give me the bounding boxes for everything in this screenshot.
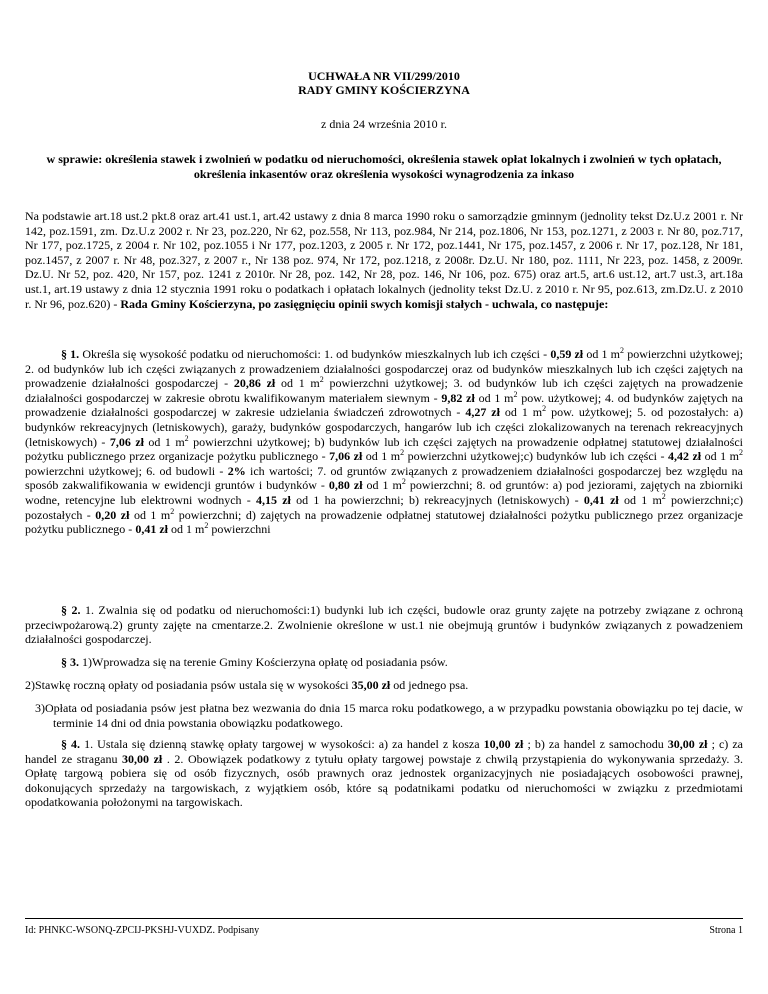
section-text: od 1 m: [474, 390, 514, 405]
section-text: powierzchni;c) pozostałych -: [25, 492, 743, 522]
section-text: od 1 m: [167, 522, 205, 537]
rate-value: 30,00 zł: [122, 751, 163, 766]
section-text: powierzchni użytkowej;c) budynków lub ich części -: [404, 449, 668, 464]
section-text: powierzchni użytkowej; 3. od budynków lub ich części zajętych na prowadzenie działalności gospodarczej w zakresie obrotu kwalifikowanym materiałem siewnym -: [25, 376, 743, 405]
document-id: Id: PHNKC-WSONQ-ZPCIJ-PKSHJ-VUXDZ. Podpisany: [25, 925, 260, 936]
rate-value: 0,41 zł: [135, 522, 168, 537]
section-text: od 1 m: [143, 434, 185, 449]
section-1: [25, 347, 743, 537]
section-text: od 1 m: [583, 347, 621, 361]
section-text: powierzchni: [208, 522, 271, 537]
superscript: 2: [620, 346, 625, 355]
superscript: 2: [170, 506, 175, 516]
preamble: [25, 209, 743, 311]
section-3-item-3: [25, 701, 743, 730]
superscript: 2: [319, 375, 324, 385]
superscript: 2: [184, 433, 189, 443]
rate-value: 0,59 zł: [550, 347, 584, 361]
section-text: powierzchni; 8. od gruntów: a) pod jeziorami, zajętych na zbiorniki wodne, retencyjne lub elektrowni wodnych -: [25, 478, 743, 507]
section-text: 3)Opłata od posiadania psów jest płatna bez wezwania do dnia 15 marca roku podatkowego, a w przypadku powstania obowiązku po tej dacie, w terminie 14 dni od dnia powstania obowiązku podatkowego.: [35, 701, 743, 730]
section-text: ich wartości; 7. od gruntów związanych z prowadzeniem działalności gospodarczej bez względu na sposób zakwalifikowania w ewidencji gruntów i budynków -: [25, 463, 743, 493]
rate-value: 0,20 zł: [95, 507, 130, 522]
rate-value: 4,15 zł: [255, 492, 291, 507]
section-text: od 1 m: [275, 376, 320, 391]
section-text: pow. użytkowej; 4. od budynków zajętych na prowadzenie działalności gospodarczej w zakresie udzielania świadczeń zdrowotnych -: [25, 390, 744, 420]
section-text: 1. Zwalnia się od podatku od nieruchomości:1) budynki lub ich części, budowle oraz grunty zajęte na potrzeby związane z ochroną przeciwpożarową.2) grunty zajęte na cmentarze.2. Zwolnienie określone w ust.1 nie obejmują gruntów i budynków związanych z powadzeniem działalności gospodarczej.: [25, 603, 744, 647]
section-text: od jednego psa.: [390, 678, 469, 692]
section-text: od 1 m: [362, 478, 402, 493]
section-text: powierzchni użytkowej; 6. od budowli -: [25, 463, 228, 478]
section-3: [25, 655, 743, 670]
section-text: 2)Stawkę roczną opłaty od posiadania psów ustala się w wysokości: [25, 678, 352, 692]
rate-value: 2%: [227, 463, 246, 478]
resolution-subject: w sprawie: określenia stawek i zwolnień w podatku od nieruchomości, określenia stawek opłat lokalnych i zwolnień w tych opłatach, określenia inkasentów oraz określenia wysokości wynagrodzenia za inkaso: [46, 152, 722, 181]
section-text: pow. użytkowej; 5. od pozostałych: a) budynków rekreacyjnych (letniskowych), garaży, budynków gospodarczych, hangarów lub ich części zlokalizowanych na terenach rekreacyjnych (letniskowych) -: [25, 405, 743, 449]
section-4: [25, 737, 743, 810]
section-text: . 2. Obowiązek podatkowy z tytułu opłaty targowej powstaje z chwilą przystąpienia do wykonywania sprzedaży. 3. Opłatę targową pobiera się od osób fizycznych, osób prawnych oraz jednostek organizacyjnych nie posiadających osobowości prawnej, dokonujących sprzedaży na targowiskach, z wyjątkiem osób, które są podatnikami podatku od nieruchomości w związku z przedmiotami opodatkowania położonymi na targowiskach.: [25, 751, 744, 810]
superscript: 2: [401, 477, 406, 487]
rate-value: 7,06 zł: [329, 449, 363, 464]
section-label: § 1.: [61, 347, 80, 361]
section-text: ; b) za handel z samochodu: [523, 737, 668, 751]
section-text: Określa się wysokość podatku od nieruchomości: 1. od budynków mieszkalnych lub ich części -: [79, 347, 551, 361]
superscript: 2: [204, 521, 209, 531]
section-text: 1)Wprowadza się na terenie Gminy Kościerzyna opłatę od posiadania psów.: [79, 655, 448, 669]
superscript: 2: [513, 389, 518, 399]
section-label: § 4.: [61, 737, 81, 751]
preamble-bold: Rada Gminy Kościerzyna, po zasięgnięciu opinii swych komisji stałych - uchwala, co następuje:: [120, 296, 609, 311]
section-text: 1. Ustala się dzienną stawkę opłaty targowej w wysokości: a) za handel z kosza: [80, 737, 484, 751]
superscript: 2: [542, 404, 547, 414]
section-text: powierzchni użytkowej; 2. od budynków lub ich części związanych z prowadzeniem działalności gospodarczej oraz od budynków mieszkalnych lub ich części zajętych na prowadzenie działalności gospodarczej -: [25, 347, 743, 391]
section-text: od 1 m: [129, 507, 171, 522]
section-text: powierzchni; d) zajętych na prowadzenie odpłatnej statutowej działalności pożytku publicznego przez organizacje pożytku publicznego -: [25, 507, 744, 537]
section-text: od 1 m: [499, 405, 543, 420]
rate-value: 7,06 zł: [109, 434, 144, 449]
rate-value: 0,41 zł: [583, 492, 619, 507]
resolution-title: UCHWAŁA NR VII/299/2010: [308, 69, 460, 83]
section-text: od 1 m: [618, 492, 662, 507]
superscript: 2: [400, 448, 405, 458]
section-label: § 3.: [61, 655, 79, 669]
preamble-text: Na podstawie art.18 ust.2 pkt.8 oraz art.41 ust.1, art.42 ustawy z dnia 8 marca 1990 roku o samorządzie gminnym (jednolity tekst Dz.U.z 2001 r. Nr 142, poz.1591, zm. Dz.U.z 2002 r. Nr 23, poz.220, Nr 62, poz.558, Nr 113, poz.984, Nr 214, poz.1806, Nr 153, poz.1271, z 2003 r. Nr 80, poz.717, Nr 177, poz.1725, z 2004 r. Nr 102, poz.1055 i Nr 177, poz.1203, z 2005 r. Nr 172, poz.1441, Nr 175, poz.1457, z 2006 r. Nr 17, poz.128, Nr 181, poz.1457, z 2007 r. Nr 48, poz.327, z 2007 r., Nr 138 poz. 974, Nr 172, poz.1218, z 2008r. Dz.U. Nr 180, poz. 1111, Nr 223, poz. 1458, z 2009r. Dz.U. Nr 52, poz. 420, Nr 157, poz. 1241 z 2010r. Nr 28, poz. 142, Nr 28, poz. 146, Nr 106, poz. 675) oraz art.5, art.6 ust.12, art.7 ust.3, art.18a ust.1, art.19 ustawy z dnia 12 stycznia 1991 roku o podatkach i opłatach lokalnych (jednolity tekst Dz.U. z 2010 r. Nr 95, poz.613, zm.Dz.U. z 2010 r. Nr 96, poz.620) -: [25, 209, 743, 311]
superscript: 2: [738, 448, 743, 458]
resolution-date: z dnia 24 września 2010 r.: [321, 117, 447, 131]
section-3-item-2: [25, 678, 743, 693]
section-text: powierzchni użytkowej; b) budynków lub ich części zajętych na prowadzenie odpłatnej statutowej działalności pożytku publicznego przez organizacje pożytku publicznego -: [25, 434, 743, 464]
rate-value: 35,00 zł: [351, 678, 391, 692]
rate-value: 20,86 zł: [233, 376, 276, 391]
rate-value: 4,27 zł: [465, 405, 500, 420]
rate-value: 10,00 zł: [483, 737, 524, 751]
section-text: od 1 m: [362, 449, 401, 464]
rate-value: 0,80 zł: [328, 478, 363, 493]
footer-divider: [25, 918, 743, 919]
section-2: [25, 603, 743, 647]
rate-value: 30,00 zł: [667, 737, 708, 751]
page-number: Strona 1: [709, 925, 743, 936]
section-text: od 1 m: [701, 449, 739, 464]
section-text: od 1 ha powierzchni; b) rekreacyjnych (letniskowych) -: [290, 492, 584, 507]
section-label: § 2.: [61, 603, 81, 617]
section-text: ; c) za handel ze straganu: [25, 737, 744, 766]
rate-value: 9,82 zł: [441, 390, 475, 405]
council-name: RADY GMINY KOŚCIERZYNA: [298, 83, 470, 97]
superscript: 2: [661, 491, 666, 501]
rate-value: 4,42 zł: [667, 449, 702, 464]
